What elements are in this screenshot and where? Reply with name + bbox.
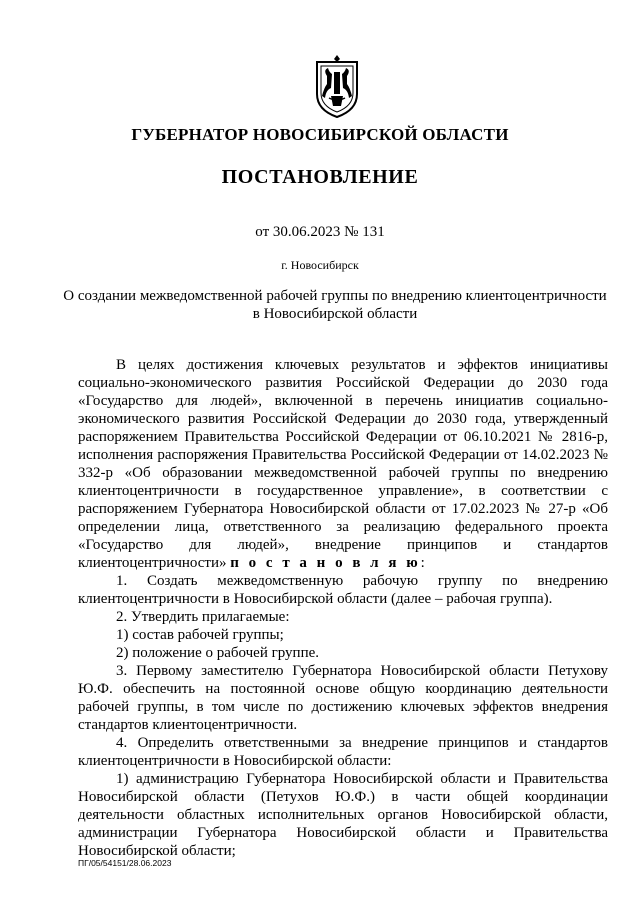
document-body <box>78 356 608 860</box>
paragraph-2-item-1: 1) состав рабочей группы; <box>116 627 284 643</box>
paragraph-3: 3. Первому заместителю Губернатора Новосибирской области Петухову Ю.Ф. обеспечить на постоянной основе общую координацию деятельности рабочей группы, в том числе по достижению ключевых эффектов внедрения стандартов клиентоцентричности. <box>78 663 608 733</box>
preamble-colon: : <box>420 555 425 571</box>
paragraph-4-item-1: 1) администрацию Губернатора Новосибирской области и Правительства Новосибирской области (Петухов Ю.Ф.) в части общей координации деятельности областных исполнительных органов Новосибирской области, администрации Губернатора Новосибирской области и Правительства Новосибирской области; <box>78 771 608 859</box>
paragraph-4: 4. Определить ответственными за внедрение принципов и стандартов клиентоцентричности в Новосибирской области: <box>78 735 608 769</box>
postanovlyayu-word: п о с т а н о в л я ю <box>230 555 421 571</box>
preamble-text: В целях достижения ключевых результатов и эффектов инициативы социально-экономического развития Российской Федерации до 2030 года «Государство для людей», включенной в перечень инициатив социально-экономического развития Российской Федерации до 2030 года, утвержденный распоряжением Правительства Российской Федерации от 06.10.2021 № 2816-р, исполнения распоряжения Правительства Российской Федерации от 14.02.2023 № 332-р «Об образовании межведомственной рабочей группы по внедрению клиентоцентричности в государственное управление», в соответствии с распоряжением Губернатора Новосибирской области от 17.02.2023 № 27-р «Об определении лица, ответственного за реализацию федерального проекта «Государство для людей», внедрение принципов и стандартов клиентоцентричности» <box>78 357 608 571</box>
document-date-number: от 30.06.2023 № 131 <box>255 224 385 240</box>
document-type: ПОСТАНОВЛЕНИЕ <box>221 166 419 188</box>
preamble-paragraph <box>78 356 608 572</box>
document-city: г. Новосибирск <box>281 258 359 272</box>
footer-doc-id: ПГ/05/54151/28.06.2023 <box>78 858 172 868</box>
paragraph-2: 2. Утвердить прилагаемые: <box>116 609 290 625</box>
issuing-authority: ГУБЕРНАТОР НОВОСИБИРСКОЙ ОБЛАСТИ <box>131 125 509 144</box>
paragraph-2-item-2: 2) положение о рабочей группе. <box>116 645 320 661</box>
paragraph-1: 1. Создать межведомственную рабочую группу по внедрению клиентоцентричности в Новосибирской области (далее – рабочая группа). <box>78 573 608 607</box>
novosibirsk-coat-of-arms-icon <box>313 54 361 120</box>
document-title: О создании межведомственной рабочей группы по внедрению клиентоцентричности в Новосибирской области <box>63 288 607 322</box>
